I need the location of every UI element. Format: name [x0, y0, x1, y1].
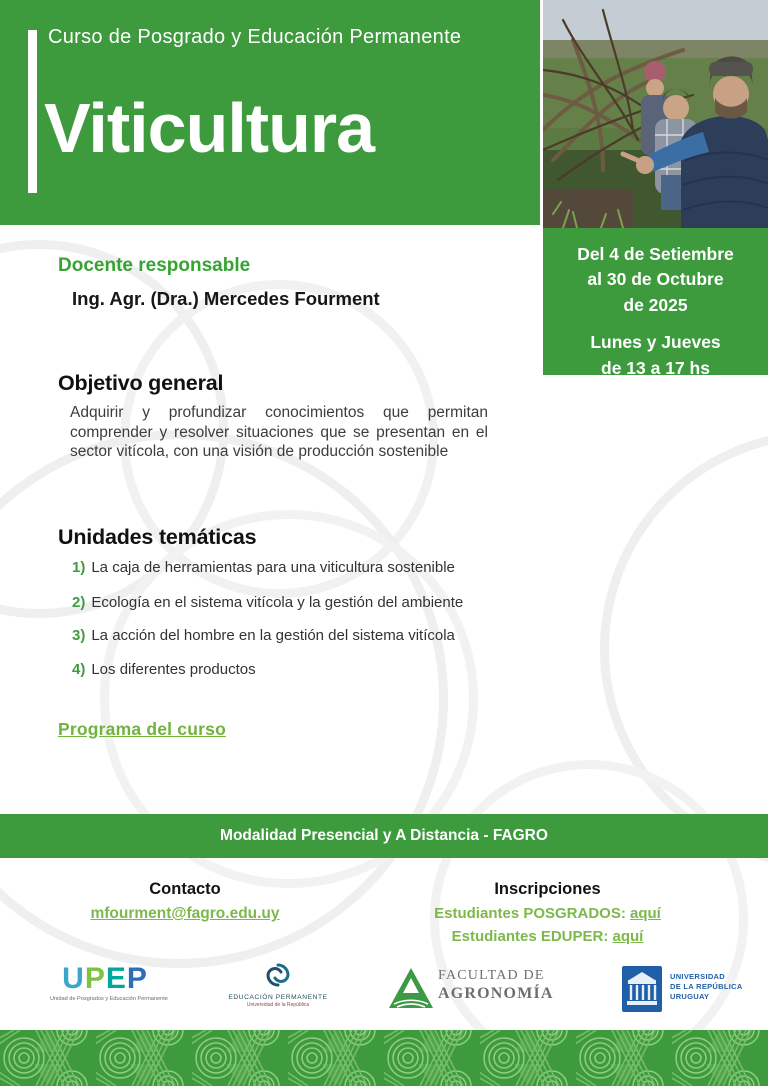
contact-block: [45, 880, 325, 923]
item-number: 3): [72, 627, 86, 644]
udelar-logo: UNIVERSIDAD DE LA REPÚBLICA URUGUAY: [622, 966, 762, 1017]
fagro-triangle-icon: [388, 966, 434, 1010]
posgrados-label: Estudiantes POSGRADOS:: [434, 905, 631, 922]
item-number: 4): [72, 661, 86, 678]
inscriptions-block: [400, 880, 695, 951]
footer-pattern: [0, 1030, 768, 1086]
programa-link[interactable]: Programa del curso: [58, 719, 226, 739]
udelar-emblem-icon: [622, 966, 662, 1012]
course-title: Viticultura: [44, 89, 375, 167]
schedule-days: Lunes y Jueves de 13 a 17 hs: [590, 332, 721, 378]
eduper-aqui-link[interactable]: aquí: [612, 928, 644, 945]
objetivo-heading: Objetivo general: [58, 371, 224, 395]
list-item: [72, 627, 455, 644]
eduper-label: Estudiantes EDUPER:: [451, 928, 613, 945]
course-kicker: Curso de Posgrado y Educación Permanente: [48, 26, 462, 48]
schedule-dates: Del 4 de Setiembre al 30 de Octubre de 2025: [577, 244, 734, 315]
inscription-posgrados-row: [400, 905, 695, 922]
item-text: La caja de herramientas para una viticultura sostenible: [91, 559, 455, 576]
upep-logo: UPEP Unidad de Posgrados y Educación Permanente: [50, 962, 168, 1002]
fagro-logo: FACULTAD DE AGRONOMÍA: [388, 966, 558, 1015]
contact-email-link[interactable]: mfourment@fagro.edu.uy: [90, 905, 280, 922]
list-item: [72, 559, 455, 576]
posgrados-aqui-link[interactable]: aquí: [630, 905, 661, 922]
inscriptions-heading: Inscripciones: [494, 880, 601, 898]
docente-heading: Docente responsable: [58, 255, 251, 276]
contact-heading: Contacto: [149, 880, 221, 898]
instructor-name: Ing. Agr. (Dra.) Mercedes Fourment: [72, 288, 380, 309]
upep-subtext: Unidad de Posgrados y Educación Permanente: [50, 996, 168, 1002]
objetivo-text: Adquirir y profundizar conocimientos que permitan comprender y resolver situaciones que se presentan en el sector vitícola, con una visión de producción sostenible: [70, 404, 488, 461]
item-number: 2): [72, 593, 86, 611]
list-item: [72, 661, 256, 678]
item-text: Los diferentes productos: [91, 661, 256, 678]
item-text: Ecología en el sistema vitícola y la gestión del ambiente: [91, 593, 464, 611]
item-text: La acción del hombre en la gestión del sistema vitícola: [91, 627, 455, 644]
item-number: 1): [72, 559, 86, 576]
modality-bar: Modalidad Presencial y A Distancia - FAGRO: [0, 814, 768, 858]
eduper-swirl-icon: [261, 962, 295, 988]
inscription-eduper-row: [400, 928, 695, 945]
logos-row: [0, 960, 768, 1024]
list-item: [72, 594, 463, 611]
unidades-heading: Unidades temáticas: [58, 525, 257, 549]
eduper-logo: EDUCACIÓN PERMANENTE Universidad de la República: [222, 962, 334, 1008]
